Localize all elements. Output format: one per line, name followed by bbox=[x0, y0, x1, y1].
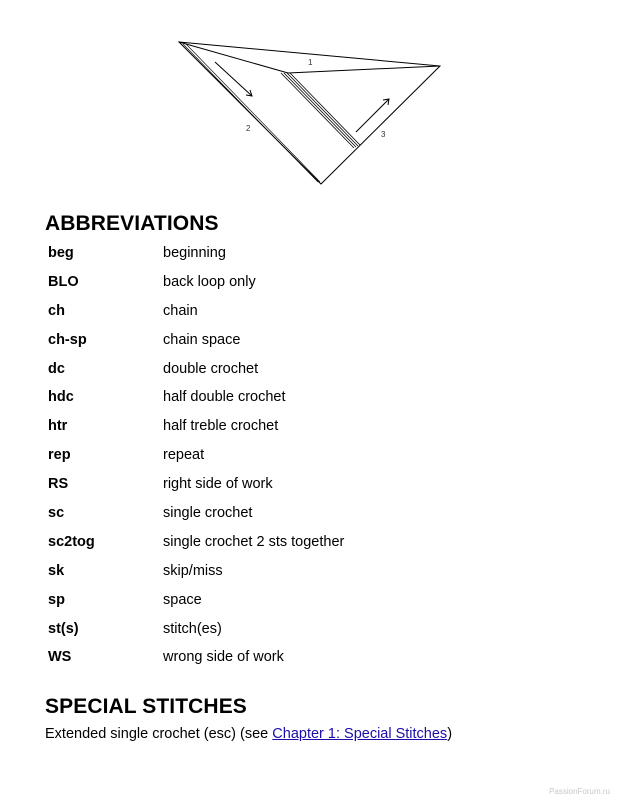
band-line bbox=[281, 73, 354, 148]
band-line bbox=[290, 73, 360, 145]
edge-label-2: 2 bbox=[246, 124, 251, 133]
abbreviation-definition: chain space bbox=[163, 331, 241, 348]
abbreviation-row bbox=[48, 590, 568, 619]
abbreviation-term: sp bbox=[48, 591, 65, 608]
abbreviation-definition: right side of work bbox=[163, 476, 273, 493]
direction-arrow-left bbox=[215, 62, 252, 96]
abbreviation-row bbox=[48, 359, 568, 388]
abbreviation-row bbox=[48, 647, 568, 676]
direction-arrow-right bbox=[356, 99, 389, 132]
site-watermark: PassionForum.ru bbox=[549, 787, 610, 796]
abbreviation-definition: stitch(es) bbox=[163, 620, 222, 637]
abbreviation-row bbox=[48, 619, 568, 648]
abbreviations-table bbox=[48, 243, 568, 676]
abbreviation-term: htr bbox=[48, 418, 68, 435]
abbreviation-term: WS bbox=[48, 649, 72, 666]
abbreviation-term: rep bbox=[48, 447, 71, 464]
abbreviation-term: sc2tog bbox=[48, 533, 95, 550]
abbreviation-term: beg bbox=[48, 245, 74, 261]
special-stitches-heading: SPECIAL STITCHES bbox=[45, 695, 247, 718]
abbreviation-row bbox=[48, 272, 568, 301]
abbreviation-row bbox=[48, 474, 568, 503]
band-line bbox=[186, 44, 320, 182]
band-line bbox=[183, 44, 318, 182]
abbreviation-row bbox=[48, 330, 568, 359]
abbreviation-term: BLO bbox=[48, 273, 79, 290]
abbreviation-definition: beginning bbox=[163, 245, 226, 261]
abbreviation-definition: half double crochet bbox=[163, 389, 286, 406]
abbreviation-definition: back loop only bbox=[163, 273, 256, 290]
abbreviation-term: ch-sp bbox=[48, 331, 87, 348]
abbreviation-term: dc bbox=[48, 360, 65, 377]
abbreviation-definition: space bbox=[163, 591, 202, 608]
abbreviation-term: RS bbox=[48, 476, 69, 493]
abbreviation-row bbox=[48, 561, 568, 590]
abbreviation-definition: repeat bbox=[163, 447, 205, 464]
abbreviation-term: hdc bbox=[48, 389, 74, 406]
abbreviation-row bbox=[48, 503, 568, 532]
abbreviation-definition: half treble crochet bbox=[163, 418, 279, 435]
special-stitches-text-before: Extended single crochet (esc) (see bbox=[45, 726, 273, 742]
abbreviation-row bbox=[48, 416, 568, 445]
band-line bbox=[284, 73, 356, 147]
abbreviation-term: st(s) bbox=[48, 620, 79, 637]
abbreviation-row bbox=[48, 387, 568, 416]
abbreviation-row bbox=[48, 445, 568, 474]
panel-divider-2 bbox=[288, 66, 440, 73]
edge-label-3: 3 bbox=[381, 130, 386, 139]
shawl-construction-diagram bbox=[0, 0, 618, 200]
band-line bbox=[287, 73, 358, 146]
abbreviation-row bbox=[48, 243, 568, 272]
special-stitches-chapter-link[interactable]: Chapter 1: Special Stitches bbox=[272, 726, 448, 742]
abbreviation-row bbox=[48, 532, 568, 561]
abbreviation-definition: wrong side of work bbox=[163, 649, 284, 666]
abbreviation-row bbox=[48, 301, 568, 330]
abbreviations-heading: ABBREVIATIONS bbox=[45, 212, 219, 235]
abbreviation-term: sk bbox=[48, 562, 65, 579]
edge-label-1: 1 bbox=[308, 58, 313, 67]
abbreviation-definition: skip/miss bbox=[163, 562, 223, 579]
abbreviation-definition: single crochet bbox=[163, 505, 253, 522]
special-stitches-text-after: ) bbox=[447, 726, 453, 742]
abbreviation-definition: chain bbox=[163, 302, 198, 319]
abbreviation-term: ch bbox=[48, 302, 65, 319]
abbreviation-definition: single crochet 2 sts together bbox=[163, 533, 345, 550]
special-stitches-paragraph bbox=[45, 725, 452, 743]
abbreviation-definition: double crochet bbox=[163, 360, 259, 377]
abbreviation-term: sc bbox=[48, 505, 65, 522]
